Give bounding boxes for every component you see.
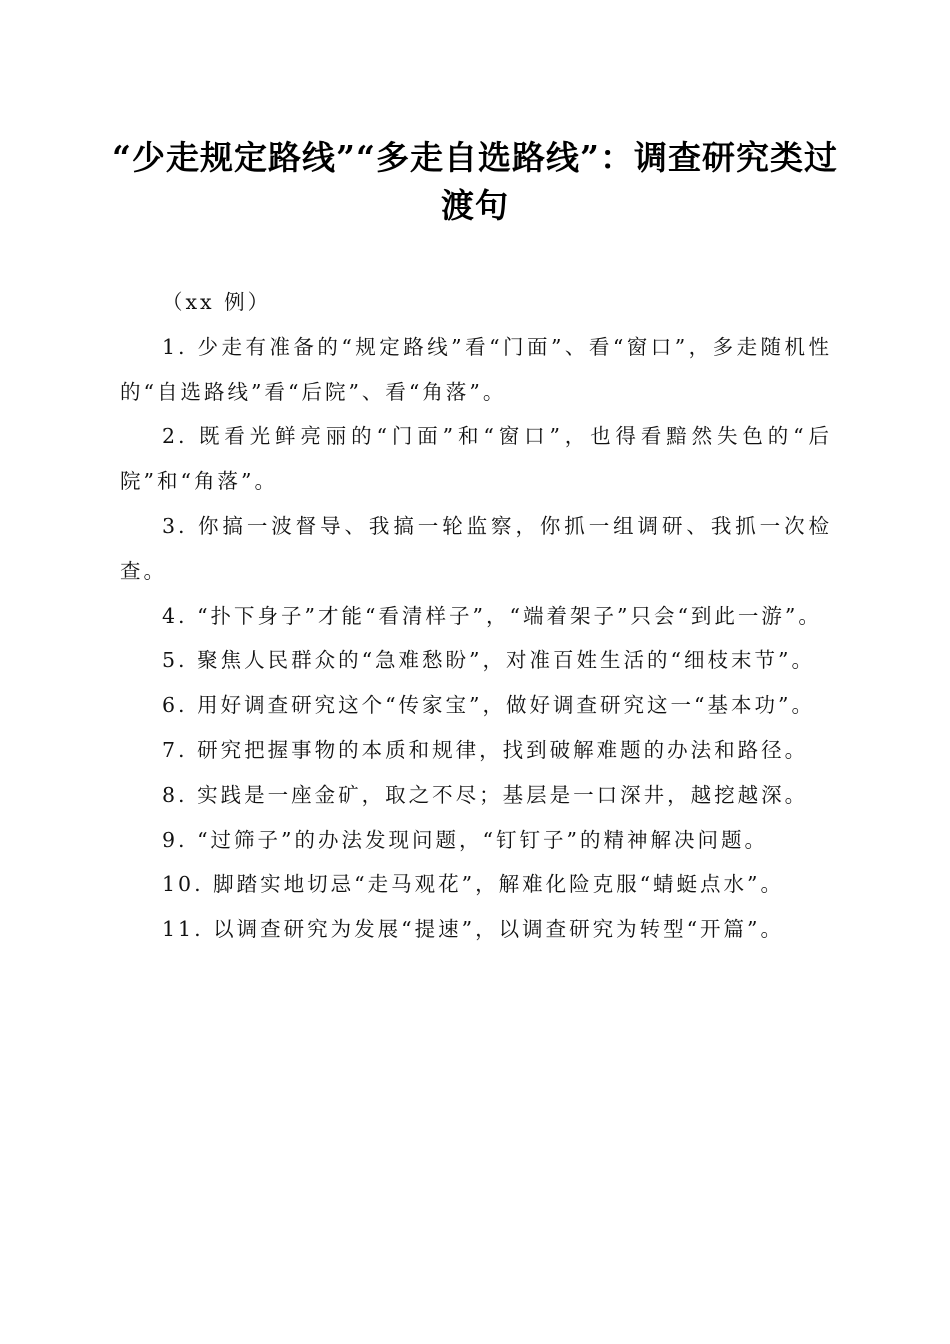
list-item: 8. 实践是一座金矿，取之不尽；基层是一口深井，越挖越深。 xyxy=(162,782,809,807)
list-item: 2. 既看光鲜亮丽的“门面”和“窗口”，也得看黯然失色的“后院”和“角落”。 xyxy=(120,424,832,494)
list-item: 11. 以调查研究为发展“提速”，以调查研究为转型“开篇”。 xyxy=(162,917,785,942)
list-item: 7. 研究把握事物的本质和规律，找到破解难题的办法和路径。 xyxy=(162,737,809,762)
list-item: 6. 用好调查研究这个“传家宝”，做好调查研究这一“基本功”。 xyxy=(162,693,815,718)
document-body xyxy=(120,280,832,952)
list-item: 5. 聚焦人民群众的“急难愁盼”，对准百姓生活的“细枝末节”。 xyxy=(162,648,815,673)
list-item: 10. 脚踏实地切忌“走马观花”，解难化险克服“蜻蜓点水”。 xyxy=(162,872,785,897)
list-item: 3. 你搞一波督导、我搞一轮监察，你抓一组调研、我抓一次检查。 xyxy=(120,513,832,583)
list-item: 1. 少走有准备的“规定路线”看“门面”、看“窗口”，多走随机性的“自选路线”看“后院”、看“角落”。 xyxy=(120,334,832,404)
list-item: 9. “过筛子”的办法发现问题，“钉钉子”的精神解决问题。 xyxy=(162,827,768,852)
document-title: “少走规定路线”“多走自选路线”：调查研究类过渡句 xyxy=(112,138,838,225)
source-note: （xx 例） xyxy=(162,290,272,314)
list-item: 4. “扑下身子”才能“看清样子”，“端着架子”只会“到此一游”。 xyxy=(162,603,822,628)
